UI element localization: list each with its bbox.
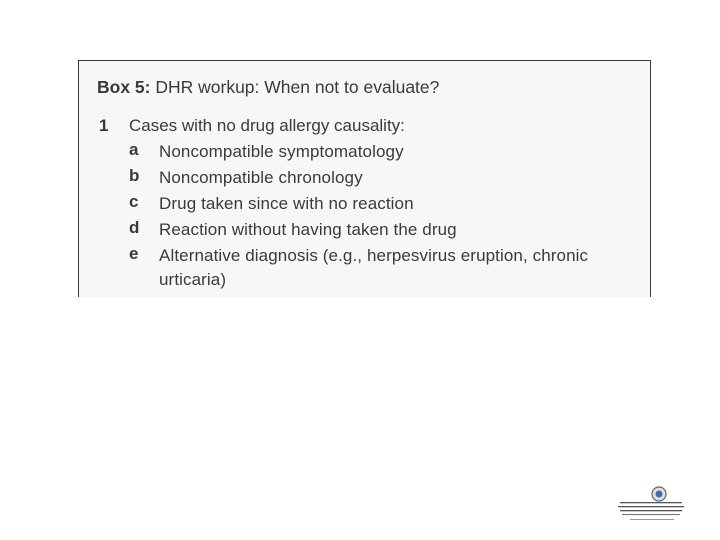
list-item-text: Reaction without having taken the drug [159,220,457,239]
list-item-letter: e [129,244,139,263]
list-item [129,192,639,216]
list-item [129,244,639,292]
box-label: Box 5: [97,77,151,97]
content-box [78,60,651,297]
item-number: 1 [99,116,109,135]
institution-logo [612,483,692,527]
box-title [97,77,439,98]
list-item-letter: d [129,218,140,237]
list-item-letter: c [129,192,139,211]
item-heading: Cases with no drug allergy causality: [129,116,405,135]
list-item-text: Noncompatible chronology [159,168,363,187]
list-item [129,218,639,242]
institution-seal-icon [612,483,692,527]
list-item-letter: a [129,140,139,159]
list-item [129,140,639,164]
list-item [129,166,639,190]
list-item-text: Drug taken since with no reaction [159,194,414,213]
list-item-letter: b [129,166,140,185]
list-item-text: Noncompatible symptomatology [159,142,404,161]
list-item-text: Alternative diagnosis (e.g., herpesvirus eruption, chronic urticaria) [159,246,589,289]
box-title-text: DHR workup: When not to evaluate? [150,77,440,97]
